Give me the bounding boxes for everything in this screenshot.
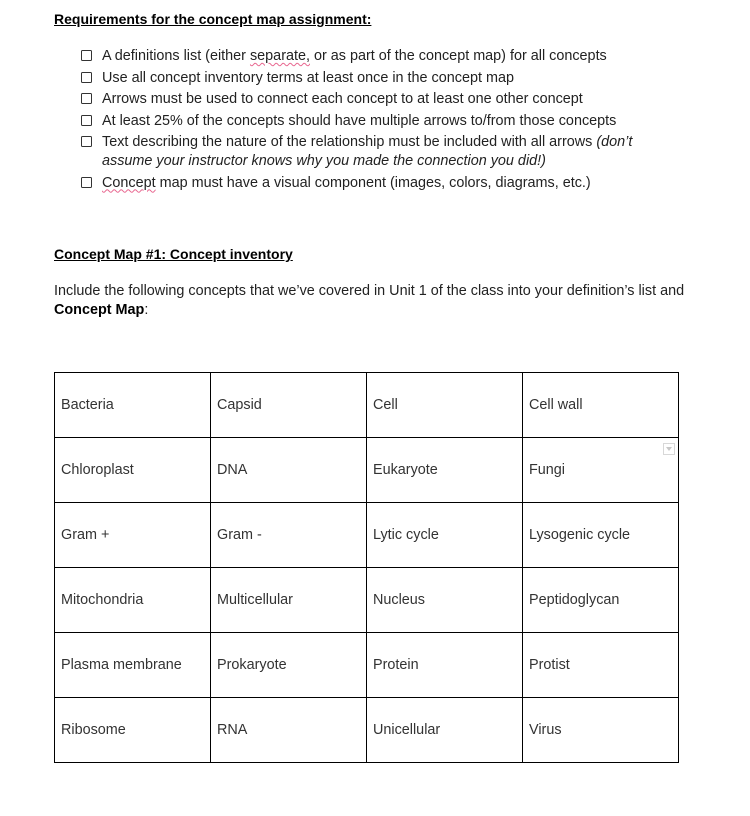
concept-cell: Ribosome (55, 698, 211, 763)
concept-cell: Virus (523, 698, 679, 763)
concept-cell: Chloroplast (55, 438, 211, 503)
concept-inventory-table (54, 372, 679, 763)
concept-cell: Gram - (211, 503, 367, 568)
requirements-checklist (80, 47, 680, 195)
spellcheck-flagged-word: Concept (102, 174, 156, 191)
table-row (55, 438, 679, 503)
requirement-item (80, 112, 680, 131)
concept-cell: Bacteria (55, 373, 211, 438)
requirement-item (80, 133, 680, 171)
concept-cell: Protist (523, 633, 679, 698)
checkbox[interactable] (81, 72, 92, 83)
instructions-text: Include the following concepts that we’ve covered in Unit 1 of the class into your definition’s list and (54, 283, 685, 299)
requirement-text: Arrows must be used to connect each concept to at least one other concept (102, 91, 583, 107)
concept-cell: DNA (211, 438, 367, 503)
concept-cell: Unicellular (367, 698, 523, 763)
cell-dropdown-icon[interactable] (663, 443, 675, 455)
instructions-bold-term: Concept Map (54, 302, 145, 318)
concept-inventory-heading: Concept Map #1: Concept inventory (54, 246, 293, 262)
concept-cell: Protein (367, 633, 523, 698)
concept-cell: Cell (367, 373, 523, 438)
instructions-end: : (144, 302, 149, 318)
concept-cell: Lysogenic cycle (523, 503, 679, 568)
concept-cell: Gram + (55, 503, 211, 568)
checkbox[interactable] (81, 177, 92, 188)
requirement-text: Text describing the nature of the relationship must be included with all arrows (102, 134, 597, 150)
concept-cell: Prokaryote (211, 633, 367, 698)
concept-cell: Eukaryote (367, 438, 523, 503)
requirement-italic-note: (don’t assume your instructor knows why you made the connection you did!) (102, 134, 633, 169)
requirement-item (80, 47, 680, 66)
table-row (55, 373, 679, 438)
concept-cell: Nucleus (367, 568, 523, 633)
requirement-text: Use all concept inventory terms at least once in the concept map (102, 69, 514, 86)
table-row (55, 633, 679, 698)
table-row (55, 568, 679, 633)
checkbox[interactable] (81, 50, 92, 61)
requirement-text-continued: or as part of the concept map) for all concepts (310, 48, 607, 64)
concept-inventory-instructions (54, 282, 694, 320)
concept-cell: Fungi (523, 438, 679, 503)
requirement-item (80, 174, 680, 193)
concept-cell: Lytic cycle (367, 503, 523, 568)
table-row (55, 698, 679, 763)
checkbox[interactable] (81, 136, 92, 147)
concept-cell: Peptidoglycan (523, 568, 679, 633)
table-row (55, 503, 679, 568)
concept-cell: Plasma membrane (55, 633, 211, 698)
spellcheck-flagged-word: separate, (249, 48, 310, 64)
requirement-text: At least 25% of the concepts should have multiple arrows to/from those concepts (102, 112, 617, 129)
requirements-heading: Requirements for the concept map assignment: (54, 11, 372, 27)
requirement-item (80, 69, 680, 88)
concept-cell: Multicellular (211, 568, 367, 633)
concept-cell: Capsid (211, 373, 367, 438)
requirement-text: A definitions list (either (102, 48, 250, 64)
requirement-item (80, 90, 680, 109)
checkbox[interactable] (81, 115, 92, 126)
concept-cell: Cell wall (523, 373, 679, 438)
checkbox[interactable] (81, 93, 92, 104)
concept-cell: RNA (211, 698, 367, 763)
requirement-text-continued: map must have a visual component (images, colors, diagrams, etc.) (155, 174, 591, 191)
concept-cell: Mitochondria (55, 568, 211, 633)
